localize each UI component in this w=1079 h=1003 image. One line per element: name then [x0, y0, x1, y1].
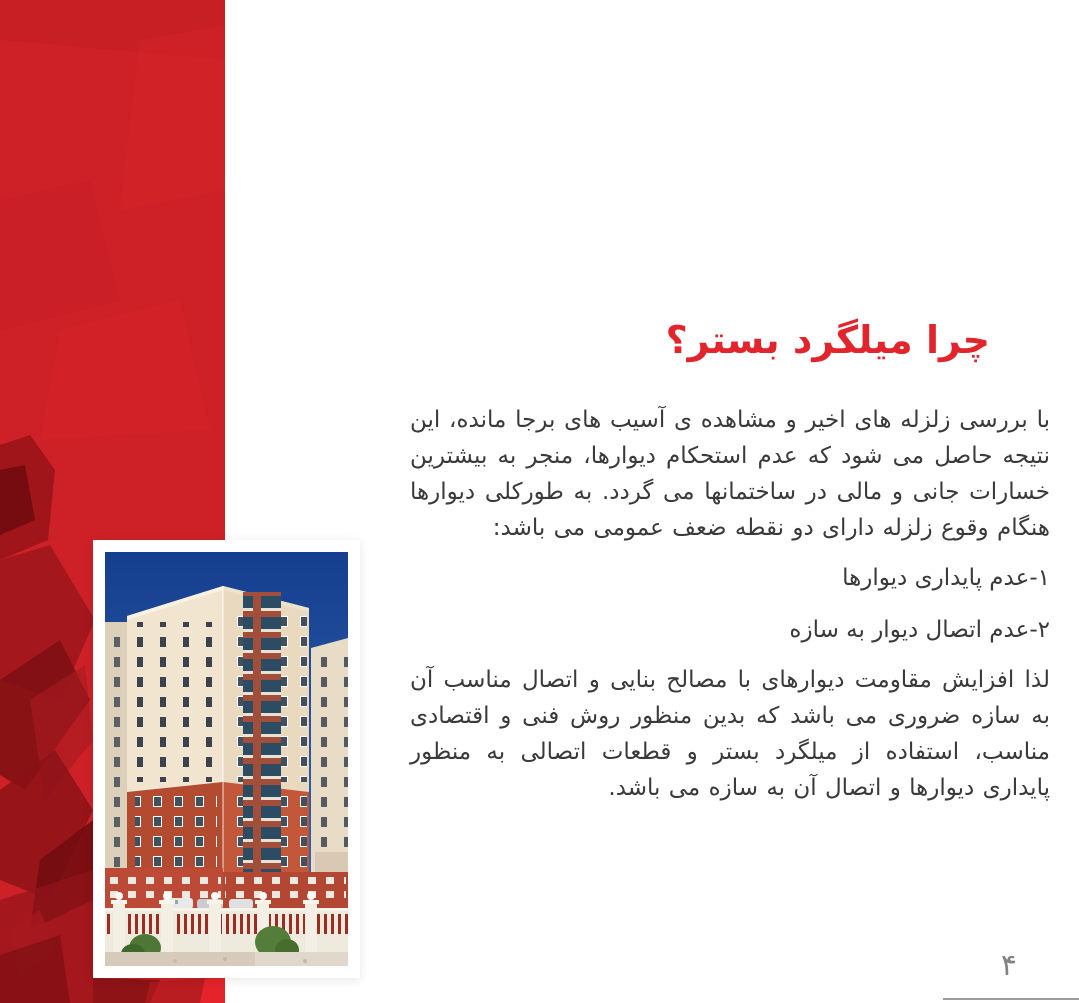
residential-tower-photo — [105, 552, 348, 966]
list-item-wall-stability: ۱-عدم پایداری دیوارها — [842, 565, 1050, 591]
intro-paragraph: با بررسی زلزله های اخیر و مشاهده ی آسیب های برجا مانده، این نتیجه حاصل می شود که عدم استحکام دیوارها، منجر به بیشترین خسارات جانی و مالی در ساختمانها می گردد. به طورکلی دیوارها هنگام وقوع زلزله دارای دو نقطه ضعف عمومی می باشد: — [410, 407, 1050, 541]
page-title: چرا میلگرد بستر؟ — [665, 318, 990, 362]
article-text-column — [410, 312, 1050, 806]
list-item-wall-connection: ۲-عدم اتصال دیوار به سازه — [789, 617, 1050, 643]
building-photo-card — [93, 540, 360, 978]
footer-rule — [943, 998, 1079, 1000]
conclusion-paragraph: لذا افزایش مقاومت دیوارهای با مصالح بنایی و اتصال مناسب آن به سازه ضروری می باشد که بدین منظور روش فنی و اقتصادی مناسب، استفاده از میلگرد بستر و قطعات اتصالی به منظور پایداری دیوارها و اتصال آن به سازه می باشد. — [410, 667, 1050, 801]
page-number: ۴ — [1000, 948, 1017, 983]
weakness-list — [410, 560, 1050, 648]
